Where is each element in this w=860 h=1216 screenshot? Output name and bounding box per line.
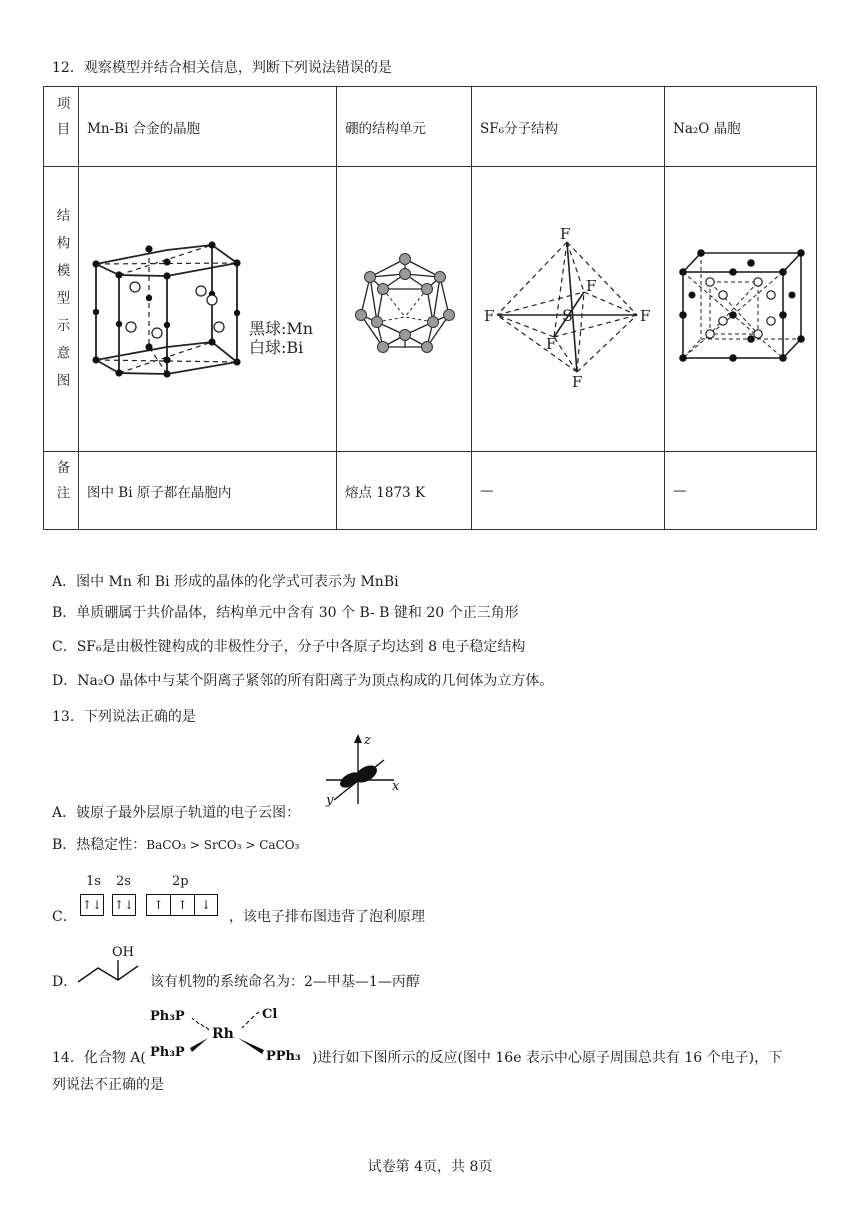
p-orbital-diagram xyxy=(322,732,407,807)
orbital-box-2s: ↑↓ xyxy=(112,894,136,916)
na2o-cell xyxy=(665,167,817,452)
note-na2o: — xyxy=(665,452,817,530)
boron-cell xyxy=(337,167,472,452)
col-title-mnbi: Mn-Bi 合金的晶胞 xyxy=(79,87,337,167)
note-sf6: — xyxy=(472,452,665,530)
orbital-label-2s: 2s xyxy=(116,874,131,889)
mnbi-legend-bi: 白球:Bi xyxy=(249,338,304,357)
orbital-box-1s: ↑↓ xyxy=(80,894,104,916)
ligand-br: PPh₃ xyxy=(266,1049,301,1064)
q14-prefix: 14．化合物 A( xyxy=(52,1050,146,1066)
row-header-item xyxy=(44,87,79,167)
q14-line2: 列说法不正确的是 xyxy=(52,1077,164,1093)
q12-option-c: C．SF₆是由极性键构成的非极性分子，分子中各原子均达到 8 电子稳定结构 xyxy=(52,639,526,655)
mnbi-cell xyxy=(79,167,337,452)
orbital-2p-2: ↑ xyxy=(177,898,188,912)
row-header-model xyxy=(44,167,79,452)
ligand-tr: Cl xyxy=(262,1007,278,1022)
axis-label-y: y xyxy=(326,793,334,807)
mnbi-cell-diagram xyxy=(79,167,328,447)
q13-option-d-text: 该有机物的系统命名为：2—甲基—1—丙醇 xyxy=(150,974,420,990)
row-header-note xyxy=(44,452,79,530)
sf6-label-s: S xyxy=(562,306,573,325)
col-title-boron: 硼的结构单元 xyxy=(337,87,472,167)
orbital-label-1s: 1s xyxy=(86,874,101,889)
q14-suffix: )进行如下图所示的反应(图中 16e 表示中心原子周围总共有 16 个电子)，下 xyxy=(312,1050,783,1066)
metal-center: Rh xyxy=(212,1026,234,1042)
oh-label: OH xyxy=(112,945,134,960)
q13-option-d-prefix: D． xyxy=(52,974,78,990)
q12-option-a: A．图中 Mn 和 Bi 形成的晶体的化学式可表示为 MnBi xyxy=(52,574,399,590)
orbital-label-2p: 2p xyxy=(172,874,189,889)
mnbi-legend-mn: 黑球:Mn xyxy=(249,319,314,338)
orbital-box-2p xyxy=(146,894,218,916)
axis-label-x: x xyxy=(392,779,400,794)
sf6-label-f-left: F xyxy=(484,307,495,325)
sf6-label-f-top: F xyxy=(560,225,571,243)
q13-option-b-prefix: B．热稳定性： xyxy=(52,837,147,853)
q13-option-a: A．铍原子最外层原子轨道的电子云图： xyxy=(52,805,301,821)
q13-option-c-prefix: C． xyxy=(52,909,77,925)
rh-complex-diagram xyxy=(146,1002,312,1068)
sf6-label-f-back: F xyxy=(586,277,597,295)
row-header-item-text: 项目 xyxy=(53,96,70,147)
q12-option-b: B．单质硼属于共价晶体，结构单元中含有 30 个 B- B 键和 20 个正三角形 xyxy=(52,605,519,621)
sf6-cell xyxy=(472,167,665,452)
sf6-label-f-bottom: F xyxy=(572,373,583,391)
row-header-note-text: 备注 xyxy=(53,460,70,511)
boron-icosahedron-diagram xyxy=(337,167,463,447)
q12-option-d: D．Na₂O 晶体中与某个阴离子紧邻的所有阳离子为顶点构成的几何体为立方体。 xyxy=(52,673,554,689)
q13-option-b xyxy=(52,835,299,855)
note-mnbi: 图中 Bi 原子都在晶胞内 xyxy=(79,452,337,530)
q13-stem: 13．下列说法正确的是 xyxy=(52,709,196,725)
col-title-sf6: SF₆分子结构 xyxy=(472,87,665,167)
ligand-bl: Ph₃P xyxy=(150,1045,185,1060)
q12-stem: 12．观察模型并结合相关信息，判断下列说法错误的是 xyxy=(52,60,392,76)
row-header-model-text: 结构模型示意图 xyxy=(53,207,70,401)
q12-table xyxy=(43,86,817,530)
ligand-tl: Ph₃P xyxy=(150,1009,185,1024)
q13-option-c-text: ，该电子排布图违背了泡利原理 xyxy=(229,909,425,925)
q13-option-b-formula: BaCO₃ > SrCO₃ > CaCO₃ xyxy=(146,838,300,852)
note-boron: 熔点 1873 K xyxy=(337,452,472,530)
orbital-2p-1: ↑ xyxy=(153,898,164,912)
axis-label-z: z xyxy=(364,733,371,748)
sf6-label-f-front: F xyxy=(546,335,557,353)
page-footer: 试卷第 4页，共 8页 xyxy=(367,1159,493,1175)
na2o-cell-diagram xyxy=(665,167,815,447)
skeletal-formula-diagram xyxy=(76,940,146,988)
sf6-label-f-right: F xyxy=(640,307,651,325)
sf6-octahedron-diagram xyxy=(472,167,656,447)
col-title-na2o: Na₂O 晶胞 xyxy=(665,87,817,167)
orbital-2p-3: ↓ xyxy=(200,898,212,912)
